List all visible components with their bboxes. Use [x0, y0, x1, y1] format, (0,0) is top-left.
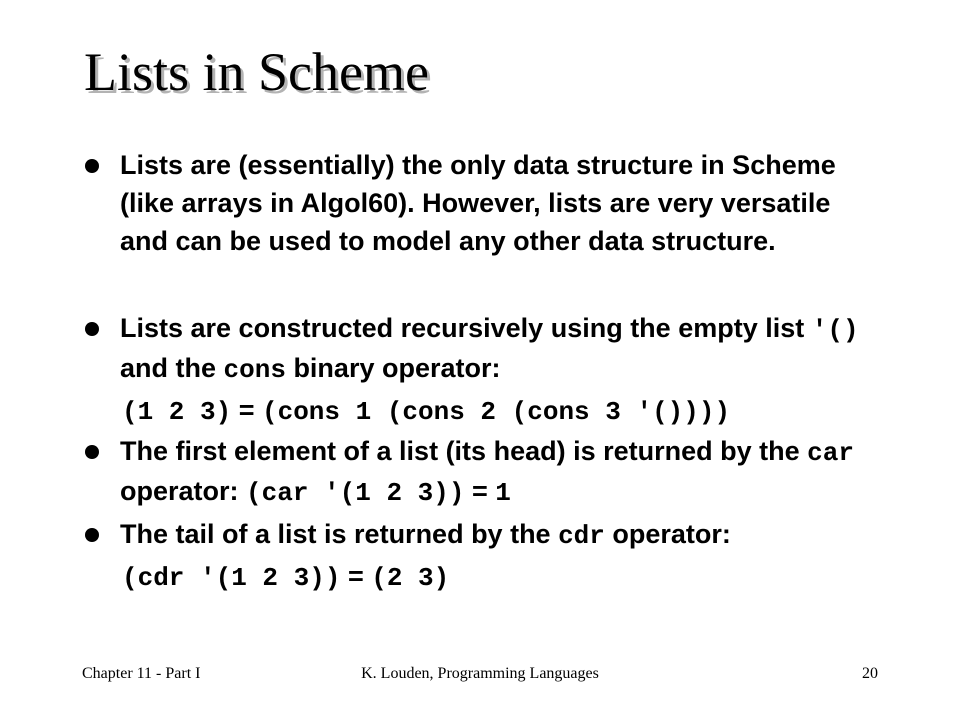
code-cdr: cdr [558, 521, 605, 551]
bullet-item-2 [120, 309, 880, 431]
code-cons: cons [223, 355, 286, 385]
code-example-lhs: (1 2 3) [122, 397, 232, 427]
bullet-dot-icon [85, 528, 99, 542]
code-empty-list: '() [811, 315, 859, 345]
footer-chapter: Chapter 11 - Part I [82, 665, 201, 682]
code-example-rhs: 1 [495, 478, 511, 508]
equals-sign: = [464, 476, 496, 506]
bullet-text: operator: [604, 519, 731, 549]
code-example-rhs: (cons 1 (cons 2 (cons 3 '()))) [262, 397, 731, 427]
bullet-item-1 [120, 146, 880, 260]
code-example-lhs: (car '(1 2 3)) [246, 478, 465, 508]
code-example-rhs: (2 3) [371, 563, 450, 593]
slide-title: Lists in Scheme [84, 42, 429, 102]
code-example [120, 557, 880, 597]
footer-page-number: 20 [862, 665, 878, 682]
bullet-text: The tail of a list is returned by the [120, 519, 559, 549]
equals-sign: = [231, 395, 262, 425]
bullet-item-3 [120, 432, 880, 512]
code-example [120, 391, 880, 431]
bullet-item-4 [120, 515, 880, 597]
bullet-text: The first element of a list (its head) is returned by the [120, 436, 808, 466]
bullet-text: operator: [120, 476, 247, 506]
bullet-dot-icon [85, 159, 99, 173]
bullet-text: binary operator: [285, 353, 501, 383]
bullet-dot-icon [85, 322, 99, 336]
footer-author: K. Louden, Programming Languages [361, 665, 599, 682]
bullet-text: Lists are (essentially) the only data structure in Scheme (like arrays in Algol60). However, lists are very versatile and can be used to model any other data structure. [120, 150, 836, 256]
equals-sign: = [340, 561, 372, 591]
bullet-dot-icon [85, 445, 99, 459]
bullet-text: Lists are constructed recursively using the empty list [120, 313, 812, 343]
code-example-lhs: (cdr '(1 2 3)) [122, 563, 341, 593]
bullet-text: and the [120, 353, 224, 383]
code-car: car [807, 438, 854, 468]
